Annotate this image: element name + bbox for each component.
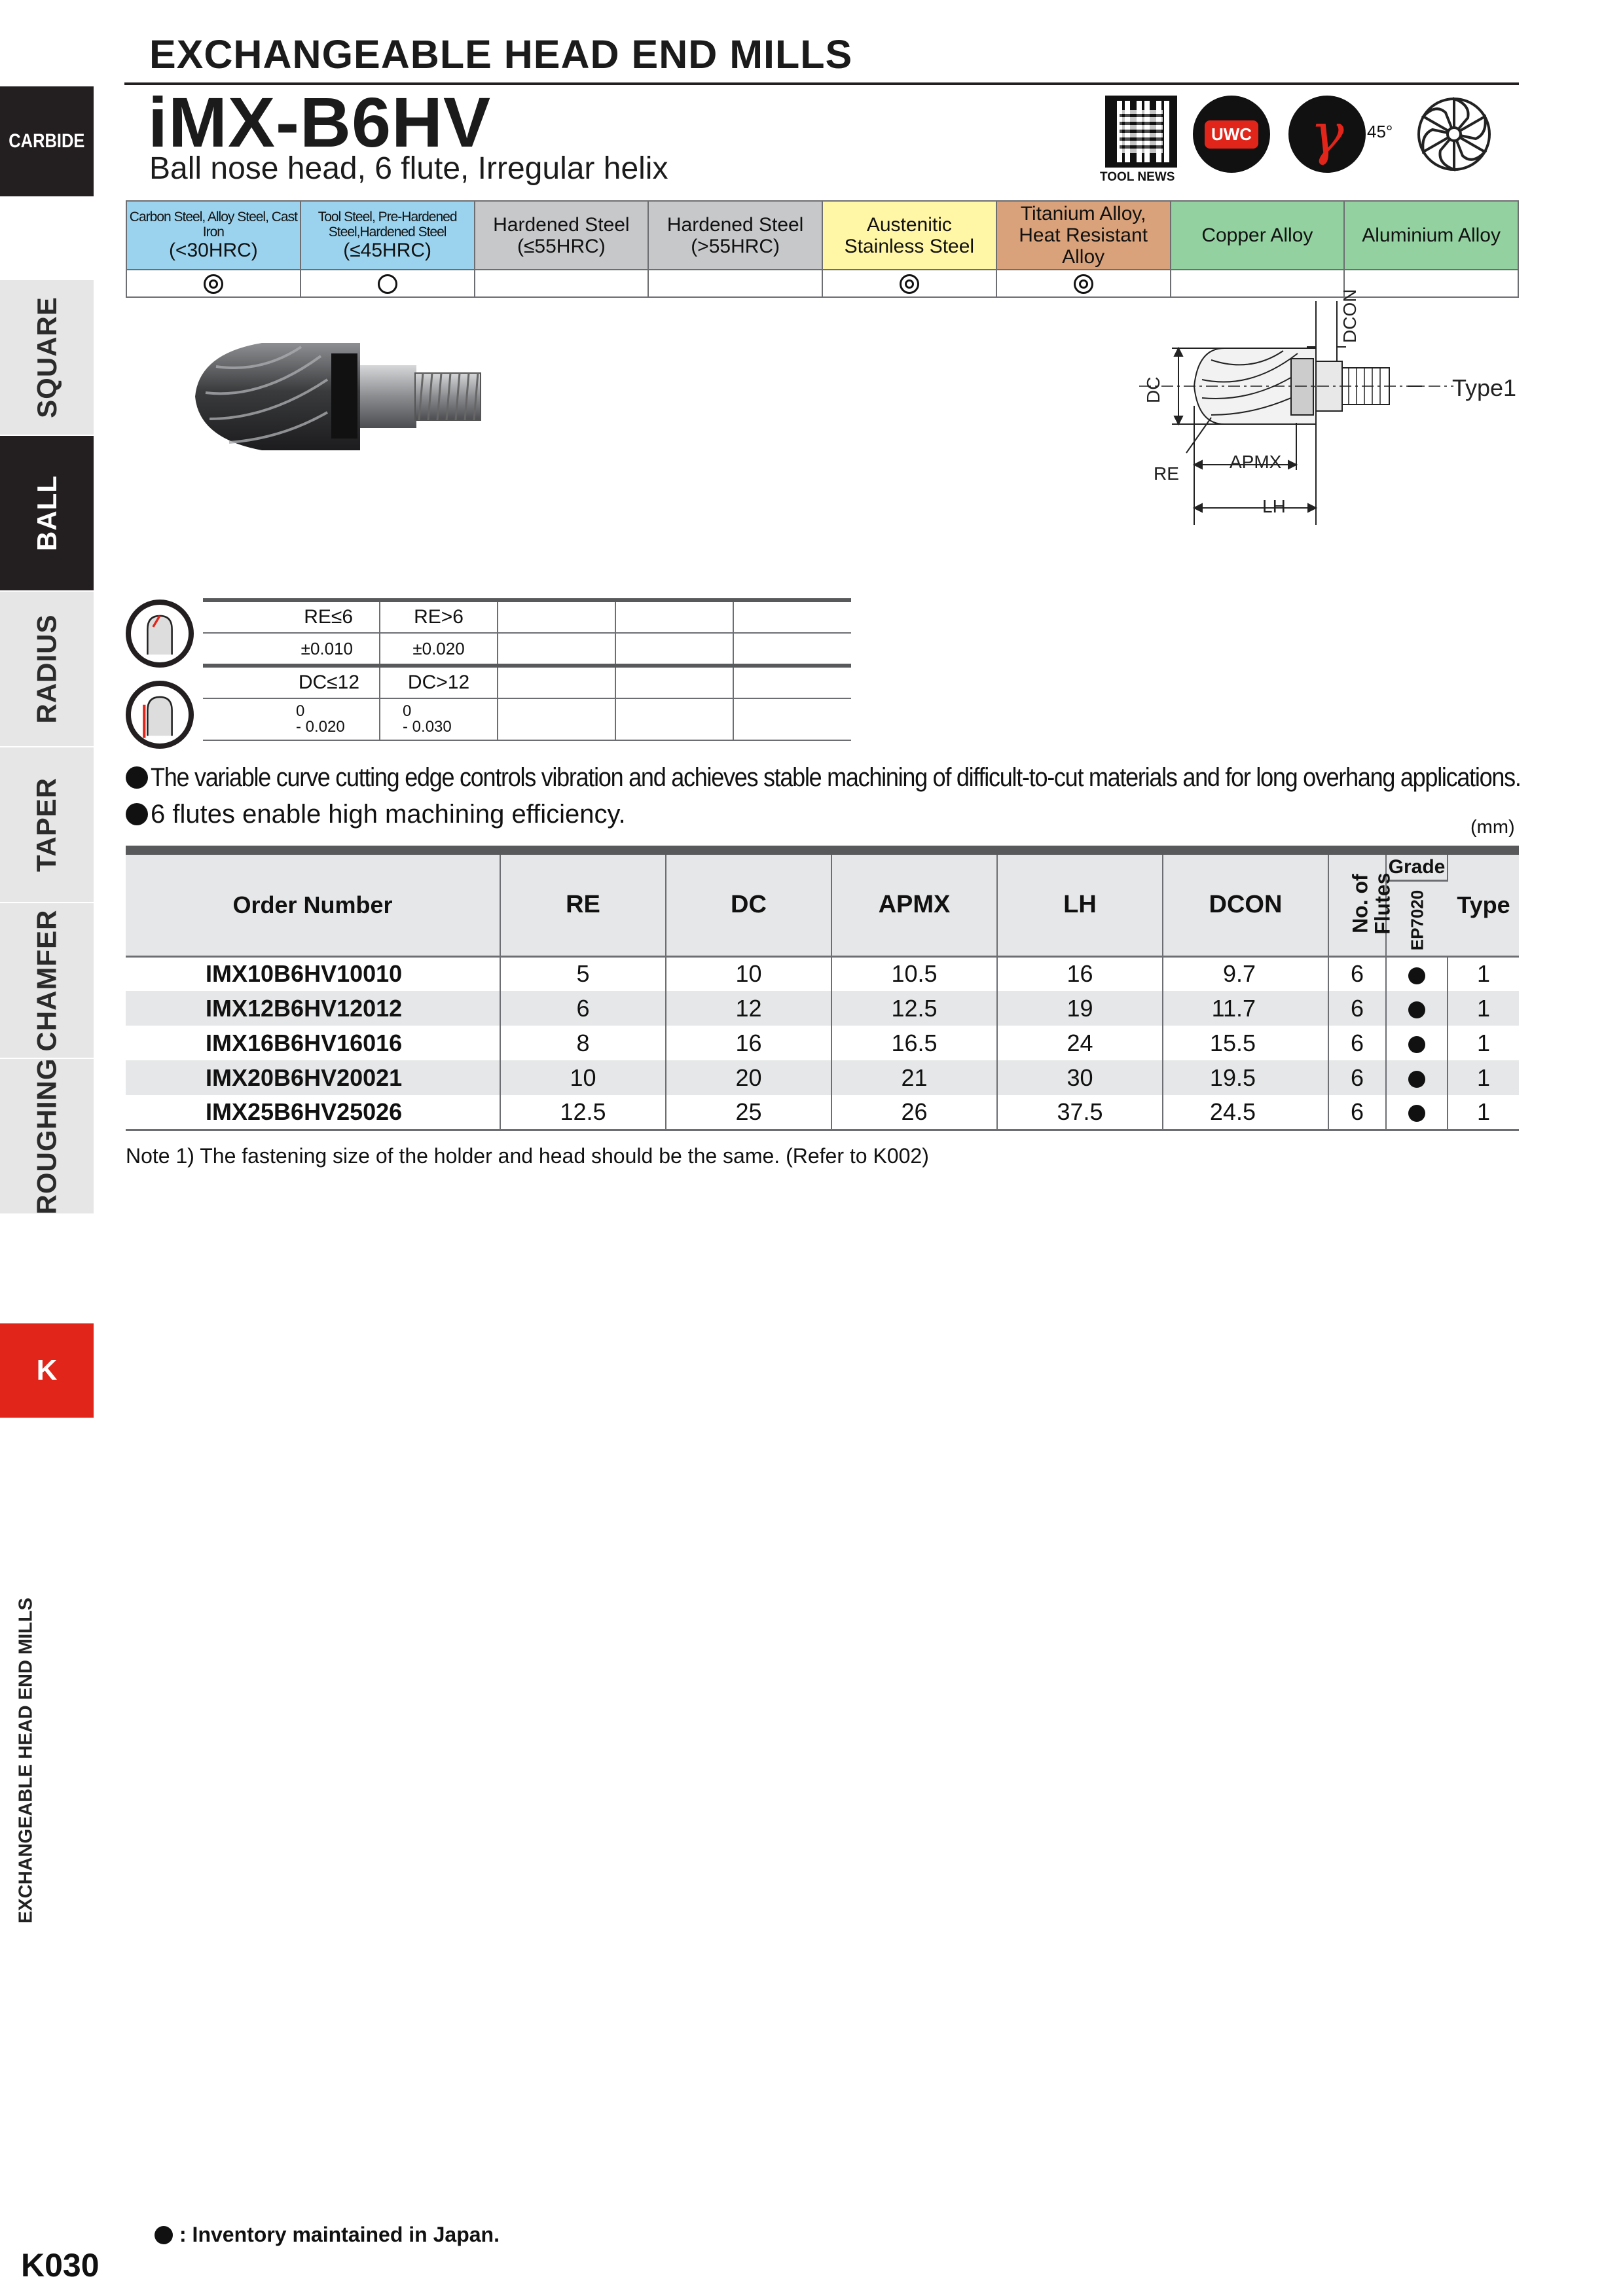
- stock-dot-icon: [1408, 1036, 1425, 1053]
- col-grade-ep7020: EP7020: [1386, 880, 1448, 956]
- col-grade: Grade: [1386, 850, 1448, 880]
- tab-taper[interactable]: TAPER: [0, 747, 94, 902]
- col-apmx: APMX: [831, 850, 997, 956]
- tol-head-re-gt: RE>6: [380, 600, 498, 633]
- re-cell: 12.5: [500, 1095, 666, 1130]
- tol-re-gt-value: ±0.020: [380, 633, 498, 666]
- feature-item: The variable curve cutting edge controls vibration and achieves stable machining of difficult-to-cut materials and for long overhang applications.: [126, 759, 1623, 796]
- flutes-cell: 6: [1328, 1026, 1386, 1060]
- page-number: K030: [21, 2247, 100, 2284]
- order-number-cell[interactable]: IMX16B6HV16016: [126, 1026, 500, 1060]
- order-number-cell[interactable]: IMX20B6HV20021: [126, 1060, 500, 1095]
- material-header: Aluminium Alloy: [1344, 201, 1518, 270]
- apmx-cell: 16.5: [831, 1026, 997, 1060]
- tab-square[interactable]: SQUARE: [0, 280, 94, 435]
- diameter-tolerance-icon: [126, 681, 194, 749]
- suitability-cell: [126, 270, 301, 297]
- product-title: iMX-B6HV: [148, 82, 492, 162]
- apmx-cell: 26: [831, 1095, 997, 1130]
- material-header: Hardened Steel (>55HRC): [648, 201, 822, 270]
- uwc-badge-icon: UWC: [1193, 96, 1270, 173]
- type-cell: 1: [1448, 991, 1519, 1026]
- stock-dot-icon: [155, 2226, 173, 2244]
- apmx-cell: 12.5: [831, 991, 997, 1026]
- suitability-cell: [475, 270, 649, 297]
- unit-label: (mm): [1470, 817, 1515, 838]
- col-dc: DC: [666, 850, 831, 956]
- stock-cell: [1386, 1060, 1448, 1095]
- re-cell: 5: [500, 956, 666, 991]
- suitability-cell: [301, 270, 475, 297]
- table-row: [126, 1060, 1519, 1095]
- spec-table: [126, 846, 1519, 1131]
- lh-cell: 37.5: [997, 1095, 1163, 1130]
- suitability-cell: [648, 270, 822, 297]
- feature-list: [126, 759, 1623, 833]
- bullet-icon: [126, 766, 148, 789]
- table-row: [126, 1095, 1519, 1130]
- tol-head-re-le: RE≤6: [203, 600, 380, 633]
- excellent-mark-icon: [204, 274, 223, 294]
- order-number-cell[interactable]: IMX25B6HV25026: [126, 1095, 500, 1130]
- lh-cell: 16: [997, 956, 1163, 991]
- stock-legend-text: : Inventory maintained in Japan.: [179, 2223, 500, 2246]
- col-order-number: Order Number: [126, 850, 500, 956]
- stock-dot-icon: [1408, 1001, 1425, 1018]
- table-row: [126, 991, 1519, 1026]
- tool-news-label: TOOL NEWS: [1100, 170, 1175, 184]
- type-cell: 1: [1476, 960, 1491, 988]
- category-title: EXCHANGEABLE HEAD END MILLS: [149, 32, 853, 77]
- bullet-icon: [126, 803, 148, 825]
- order-number-cell[interactable]: IMX12B6HV12012: [126, 991, 500, 1026]
- apmx-cell: 10.5: [831, 956, 997, 991]
- stock-legend: [155, 2223, 500, 2247]
- re-cell: 6: [500, 991, 666, 1026]
- flutes-cell: 6: [1328, 956, 1386, 991]
- dc-cell: 12: [666, 991, 831, 1026]
- lh-cell: 19: [997, 991, 1163, 1026]
- lh-cell: 24: [997, 1026, 1163, 1060]
- re-cell: 10: [500, 1060, 666, 1095]
- type-cell: 1: [1476, 1029, 1491, 1056]
- tab-chamfer[interactable]: CHAMFER: [0, 903, 94, 1058]
- tol-head-dc-le: DC≤12: [203, 666, 380, 698]
- dc-cell: 10: [666, 956, 831, 991]
- dcon-cell: 15.5: [1163, 1026, 1328, 1060]
- flutes-cell: 6: [1328, 1060, 1386, 1095]
- helix-gamma-icon: γ: [1288, 96, 1366, 173]
- stock-dot-icon: [1408, 1071, 1425, 1088]
- good-mark-icon: [378, 274, 397, 294]
- dimension-drawing: [1126, 275, 1519, 530]
- material-header: Tool Steel, Pre-Hardened Steel,Hardened Steel (≤45HRC): [301, 201, 475, 270]
- col-lh: LH: [997, 850, 1163, 956]
- excellent-mark-icon: [900, 274, 919, 294]
- col-flutes: No. of Flutes: [1328, 850, 1386, 956]
- material-header: Titanium Alloy, Heat Resistant Alloy: [996, 201, 1171, 270]
- col-dcon: DCON: [1163, 850, 1328, 956]
- material-header: Hardened Steel (≤55HRC): [475, 201, 649, 270]
- stock-dot-icon: [1408, 1105, 1425, 1122]
- dcon-cell: 19.5: [1163, 1060, 1328, 1095]
- flutes-cell: 6: [1328, 991, 1386, 1026]
- product-photo: [190, 327, 491, 458]
- material-header: Copper Alloy: [1171, 201, 1345, 270]
- stock-cell: [1386, 1095, 1448, 1130]
- dim-lh-label: LH: [1262, 496, 1286, 516]
- qr-code-icon[interactable]: [1105, 96, 1177, 168]
- tol-dc-gt-value: 0 - 0.030: [380, 698, 498, 740]
- dim-re-label: RE: [1154, 463, 1179, 484]
- flutes-cell: 6: [1328, 1095, 1386, 1130]
- stock-cell: [1386, 1026, 1448, 1060]
- type-cell: 1: [1448, 1095, 1519, 1130]
- dim-apmx-label: APMX: [1230, 452, 1282, 472]
- dcon-cell: 9.7: [1163, 956, 1328, 991]
- tab-radius[interactable]: RADIUS: [0, 592, 94, 746]
- material-header: Austenitic Stainless Steel: [822, 201, 996, 270]
- product-subtitle: Ball nose head, 6 flute, Irregular helix: [149, 151, 668, 186]
- stock-dot-icon: [1408, 967, 1425, 984]
- tab-ball[interactable]: BALL: [0, 436, 94, 590]
- dc-cell: 20: [666, 1060, 831, 1095]
- stock-cell: [1386, 956, 1448, 991]
- tolerance-table: [203, 598, 851, 741]
- col-re: RE: [500, 850, 666, 956]
- table-row: [126, 956, 1519, 991]
- six-flute-icon: [1410, 92, 1498, 177]
- tab-k[interactable]: K: [0, 1323, 94, 1418]
- dcon-cell: 24.5: [1163, 1095, 1328, 1130]
- col-type: Type: [1448, 850, 1519, 956]
- table-note: Note 1) The fastening size of the holder and head should be the same. (Refer to K002): [126, 1144, 929, 1168]
- type-label: Type1: [1452, 374, 1517, 401]
- dim-dcon-label: DCON: [1340, 289, 1360, 343]
- helix-angle-label: 45°: [1367, 122, 1393, 141]
- re-cell: 8: [500, 1026, 666, 1060]
- radius-tolerance-icon: [126, 600, 194, 668]
- dc-cell: 25: [666, 1095, 831, 1130]
- tab-roughing[interactable]: ROUGHING: [0, 1059, 94, 1213]
- suitability-cell: [822, 270, 996, 297]
- excellent-mark-icon: [1074, 274, 1093, 294]
- material-header: Carbon Steel, Alloy Steel, Cast Iron (<30HRC): [126, 201, 301, 270]
- feature-item: 6 flutes enable high machining efficiency.: [126, 796, 1623, 833]
- type-cell: 1: [1448, 1060, 1519, 1095]
- stock-cell: [1386, 991, 1448, 1026]
- tol-head-dc-gt: DC>12: [380, 666, 498, 698]
- tol-re-le-value: ±0.010: [203, 633, 380, 666]
- section-caption: EXCHANGEABLE HEAD END MILLS: [15, 1598, 37, 1924]
- dim-dc-label: DC: [1143, 376, 1163, 403]
- apmx-cell: 21: [831, 1060, 997, 1095]
- tol-dc-le-value: 0 - 0.020: [203, 698, 380, 740]
- order-number-cell[interactable]: IMX10B6HV10010: [126, 956, 500, 991]
- dcon-cell: 11.7: [1163, 991, 1328, 1026]
- dc-cell: 16: [666, 1026, 831, 1060]
- lh-cell: 30: [997, 1060, 1163, 1095]
- tab-carbide[interactable]: CARBIDE: [0, 86, 94, 196]
- table-row: [126, 1026, 1519, 1060]
